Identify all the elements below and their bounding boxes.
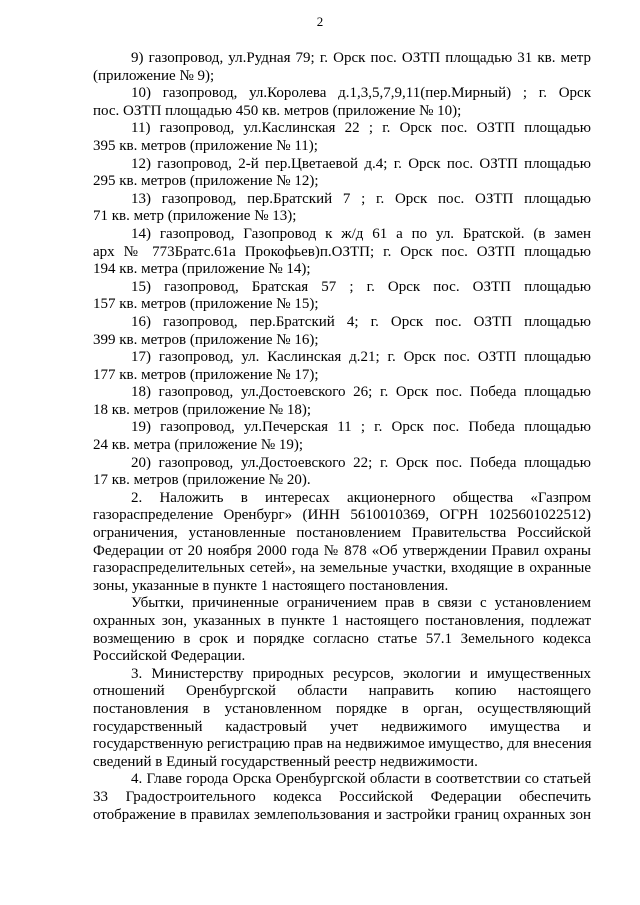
text-line: 194 кв. метра (приложение № 14); [93,261,311,278]
text-line: 20) газопровод, ул.Достоевского 22; г. Орск пос. Победа площадью [131,454,591,471]
text-line: охранных зон, указанных в пункте 1 настоящего постановления, подлежат [93,613,591,629]
paragraph [93,120,591,155]
paragraph [93,771,591,824]
text-line: 13) газопровод, пер.Братский 7 ; г. Орск пос. ОЗТП площадью [131,190,591,207]
text-line: 177 кв. метров (приложение № 17); [93,366,319,383]
paragraph [93,191,591,226]
paragraph [93,666,591,772]
text-line: 71 кв. метр (приложение № 13); [93,208,297,225]
paragraph [93,349,591,384]
paragraph [93,595,591,665]
text-line: 4. Главе города Орска Оренбургской области в соответствии со статьей [131,771,591,788]
text-line: пос. ОЗТП площадью 450 кв. метров (приложение № 10); [93,102,462,119]
text-line: газораспределение Оренбург» (ИНН 5610010369, ОГРН 1025601022512) [93,507,591,524]
paragraph [93,156,591,191]
paragraph [93,85,591,120]
text-line: Федерации от 20 ноября 2000 года № 878 «Об утверждении Правил охраны [93,542,591,559]
text-line: сведений в Единый государственный реестр недвижимости. [93,753,478,770]
text-line: отношений Оренбургской области направить копию настоящего [93,683,591,700]
text-line: 33 Градостроительного кодекса Российской Федерации обеспечить [93,788,591,805]
text-line: постановления в установленном порядке в орган, осуществляющий [93,700,591,717]
paragraph [93,50,591,85]
text-line: ограничения, установленные постановлением Правительства Российской [93,525,591,542]
text-line: газораспределительных сетей», на земельные участки, входящие в охранные [93,560,591,577]
text-line: 2. Наложить в интересах акционерного общества «Газпром [131,489,591,506]
paragraph [93,419,591,454]
text-line: 14) газопровод, Газопровод к ж/д 61 а по ул. Братской. (в замен [131,225,591,242]
paragraph [93,455,591,490]
text-line: государственный кадастровый учет недвижимого имущества и [93,718,591,735]
text-line: Российской Федерации. [93,648,246,665]
text-line: 10) газопровод, ул.Королева д.1,3,5,7,9,11(пер.Мирный) ; г. Орск [131,85,591,102]
text-line: зоны, указанные в пункте 1 настоящего постановления. [93,577,449,594]
text-line: (приложение № 9); [93,67,215,84]
document-body [93,50,591,824]
text-line: 12) газопровод, 2-й пер.Цветаевой д.4; г. Орск пос. ОЗТП площадью [131,155,591,172]
text-line: 3. Министерству природных ресурсов, экологии и имущественных [131,665,591,682]
paragraph [93,314,591,349]
text-line: 15) газопровод, Братская 57 ; г. Орск пос. ОЗТП площадью [131,278,591,295]
text-line: 157 кв. метров (приложение № 15); [93,296,319,313]
text-line: 24 кв. метра (приложение № 19); [93,437,304,454]
text-line: 19) газопровод, ул.Печерская 11 ; г. Орск пос. Победа площадью [131,419,591,436]
text-line: арх № 773Братс.61а Прокофьев)п.ОЗТП; г. Орск пос. ОЗТП площадью [93,243,591,260]
paragraph [93,490,591,596]
text-line: 11) газопровод, ул.Каслинская 22 ; г. Орск пос. ОЗТП площадью [131,120,591,137]
text-line: 17 кв. метров (приложение № 20). [93,472,311,489]
paragraph [93,279,591,314]
text-line: 395 кв. метров (приложение № 11); [93,137,318,154]
text-line: 9) газопровод, ул.Рудная 79; г. Орск пос. ОЗТП площадью 31 кв. метр [131,50,591,66]
text-line: 16) газопровод, пер.Братский 4; г. Орск пос. ОЗТП площадью [131,313,591,330]
paragraph [93,384,591,419]
text-line: 17) газопровод, ул. Каслинская д.21; г. Орск пос. ОЗТП площадью [131,349,591,366]
text-line: Убытки, причиненные ограничением прав в связи с установлением [131,595,591,612]
text-line: возмещению в срок и порядке согласно статье 57.1 Земельного кодекса [93,630,591,647]
paragraph [93,226,591,279]
page-number: 2 [316,14,324,29]
text-line: отображение в правилах землепользования и застройки границ охранных зон [93,806,591,823]
text-line: 399 кв. метров (приложение № 16); [93,331,319,348]
text-line: государственную регистрацию прав на недвижимое имущество, для внесения [93,736,592,753]
text-line: 18 кв. метров (приложение № 18); [93,401,312,418]
text-line: 295 кв. метров (приложение № 12); [93,173,319,190]
text-line: 18) газопровод, ул.Достоевского 26; г. Орск пос. Победа площадью [131,384,591,401]
